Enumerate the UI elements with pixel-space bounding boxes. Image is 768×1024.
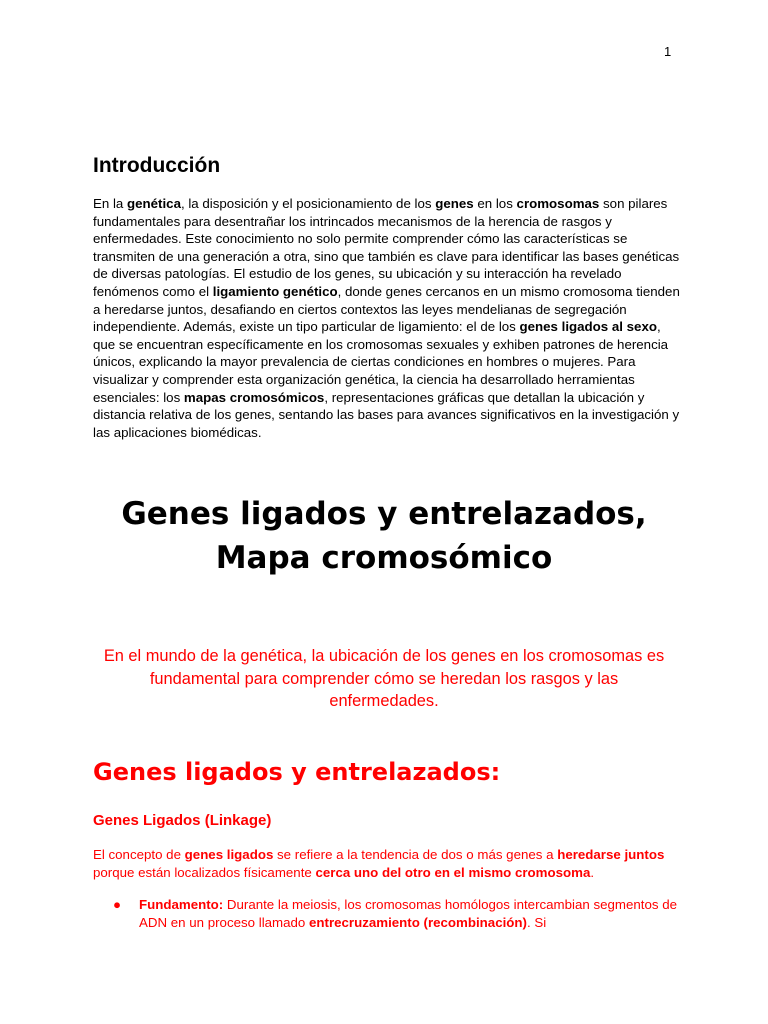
intro-heading: Introducción: [93, 154, 221, 177]
page-number: 1: [664, 44, 672, 59]
lead-paragraph: En el mundo de la genética, la ubicación de los genes en los cromosomas es fundamental para comprender cómo se heredan los rasgos y las enfermedades.: [103, 647, 665, 710]
page-title: [84, 492, 684, 580]
concept-paragraph: El concepto de genes ligados se refiere a la tendencia de dos o más genes a heredarse juntos porque están localizados físicamente cerca uno del otro en el mismo cromosoma.: [93, 847, 665, 880]
bullet-list: [93, 896, 683, 931]
list-item: ● Fundamento: Durante la meiosis, los cromosomas homólogos intercambian segmentos de ADN en un proceso llamado entrecruzamiento (recombinación). Si: [113, 897, 677, 930]
title-line-2: Mapa cromosómico: [215, 540, 553, 576]
sub-heading: Genes Ligados (Linkage): [93, 812, 272, 829]
title-line-1: Genes ligados y entrelazados,: [121, 496, 647, 532]
intro-paragraph: En la genética, la disposición y el posicionamiento de los genes en los cromosomas son pilares fundamentales para desentrañar los intrincados mecanismos de la herencia de rasgos y enfermedades. Este conocimiento no solo permite comprender cómo las características se transmiten de una generación a otra, sino que también es clave para identificar las bases genéticas de diversas patologías. El estudio de los genes, su ubicación y su interacción ha revelado fenómenos como el ligamiento genético, donde genes cercanos en un mismo cromosoma tienden a heredarse juntos, desafiando en ciertos contextos las leyes mendelianas de segregación independiente. Además, existe un tipo particular de ligamiento: el de los genes ligados al sexo, que se encuentran específicamente en los cromosomas sexuales y exhiben patrones de herencia únicos, explicando la mayor prevalencia de ciertas condiciones en hombres o mujeres. Para visualizar y comprender esta organización genética, la ciencia ha desarrollado herramientas esenciales: los mapas cromosómicos, representaciones gráficas que detallan la ubicación y distancia relativa de los genes, sentando las bases para avances significativos en la investigación y las aplicaciones biomédicas.: [93, 196, 680, 440]
section-heading: Genes ligados y entrelazados:: [93, 758, 501, 786]
bullet-icon: ●: [113, 897, 122, 912]
